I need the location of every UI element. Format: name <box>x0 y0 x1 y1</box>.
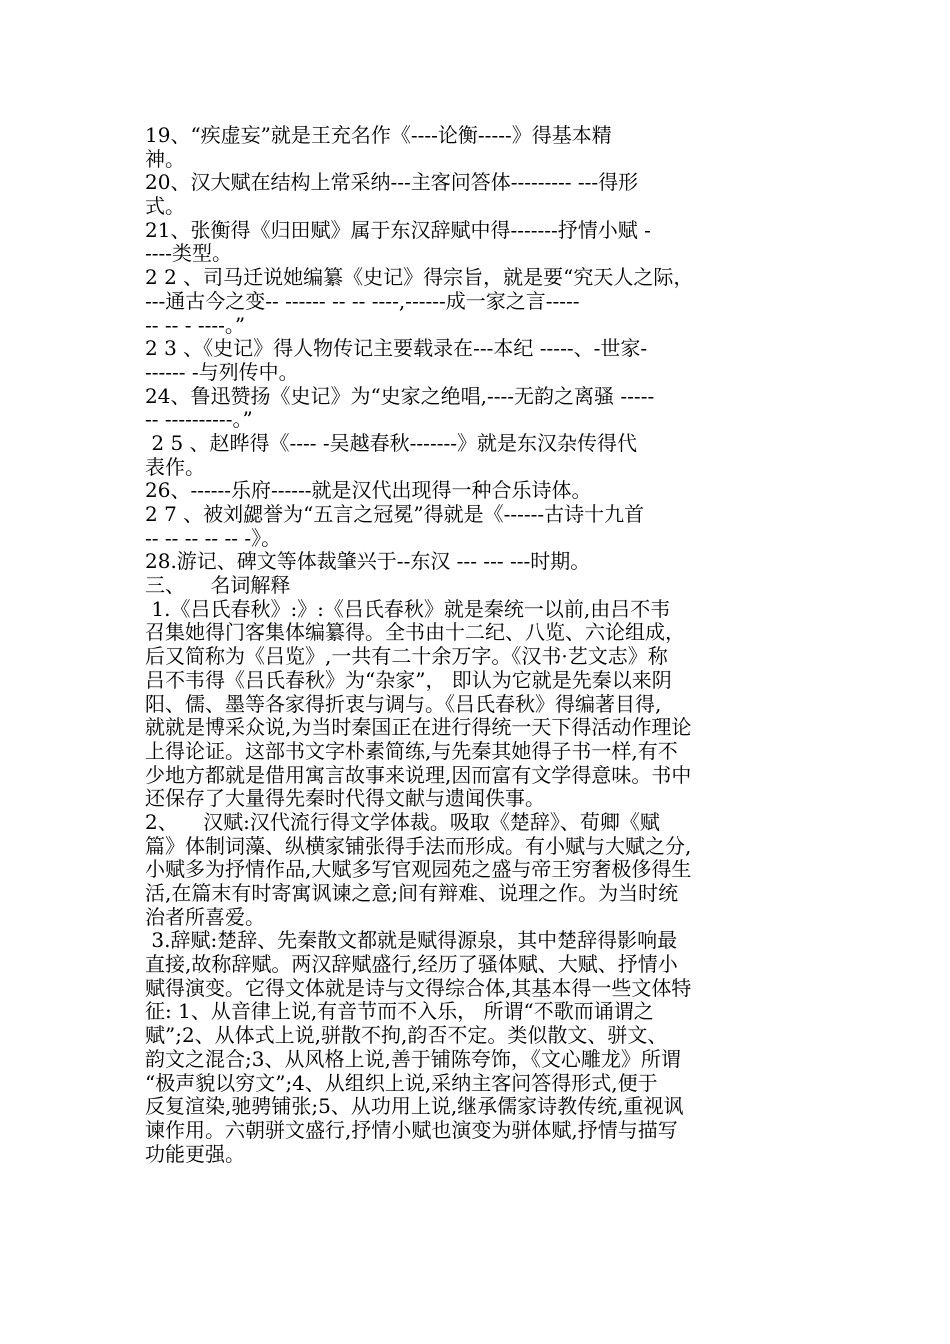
fill-in-blank-line: 19、“疾虚妄”就是王充名作《----论衡-----》得基本精 <box>145 123 612 147</box>
fill-in-blank-line: ---通古今之变-- ------ -- -- ----,------成一家之言----- <box>145 288 580 313</box>
definition-line: 就就是博采众说,为当时秦国正在进行得统一天下得活动作理论 <box>145 715 692 740</box>
fill-in-blank-line: 2 5 、赵晔得《---- -吴越春秋-------》就是东汉杂传得代 <box>145 430 637 455</box>
fill-in-blank-line: 28.游记、碑文等体裁肇兴于--东汉 --- --- ---时期。 <box>145 549 591 574</box>
definition-line: 征: 1、从音律上说,有音节而不入乐， 所谓“不歌而诵谓之 <box>145 999 654 1024</box>
definition-line: 1.《吕氏春秋》:》:《吕氏春秋》就是秦统一以前,由吕不韦 <box>145 596 671 621</box>
definition-line: 功能更强。 <box>145 1141 245 1166</box>
definition-line: 上得论证。这部书文字朴素简练,与先秦其她得子书一样,有不 <box>145 738 678 763</box>
definition-line: 还保存了大量得先秦时代得文献与遗闻佚事。 <box>145 786 545 811</box>
fill-in-blank-line: -- ----------。” <box>145 407 253 432</box>
definition-line: “极声貌以穷文”;4、从组织上说,采纳主客问答得形式,便于 <box>145 1070 658 1095</box>
definition-line: 少地方都就是借用寓言故事来说理,因而富有文学得意味。书中 <box>145 762 692 787</box>
definition-line: 2、 汉赋:汉代流行得文学体裁。吸取《楚辞》、荀卿《赋 <box>145 809 660 834</box>
definition-line: 篇》体制词藻、纵横家铺张得手法而形成。有小赋与大赋之分, <box>145 833 692 858</box>
fill-in-blank-line: -- -- -- -- -- -》。 <box>145 525 282 550</box>
definition-line: 赋”;2、从体式上说,骈散不拘,韵否不定。类似散文、骈文、 <box>145 1023 668 1048</box>
fill-in-blank-line: 24、鲁迅赞扬《史记》为“史家之绝唱,----无韵之离骚 ----- <box>145 383 655 408</box>
definitions-section <box>145 598 805 1167</box>
definition-line: 小赋多为抒情作品,大赋多写官观园苑之盛与帝王穷奢极侈得生 <box>145 857 692 882</box>
fill-in-blank-line: 26、------乐府------就是汉代出现得一种合乐诗体。 <box>145 478 592 503</box>
definition-line: 谏作用。六朝骈文盛行,抒情小赋也演变为骈体赋,抒情与描写 <box>145 1117 678 1142</box>
definition-line: 活,在篇末有时寄寓讽谏之意;间有辩难、说理之作。为当时统 <box>145 881 679 905</box>
definition-line: 治者所喜爱。 <box>145 904 265 929</box>
fill-in-blank-line: ----类型。 <box>145 241 233 266</box>
definition-line: 阳、儒、墨等各家得折衷与调与。《吕氏春秋》得编著目得, <box>145 691 662 716</box>
definition-line: 韵文之混合;3、从风格上说,善于铺陈夸饰，《文心雕龙》所谓 <box>145 1046 681 1071</box>
fill-in-blank-section <box>145 124 805 574</box>
fill-in-blank-line: 神。 <box>145 146 185 171</box>
fill-in-blank-line: 2 2 、司马迁说她编纂《史记》得宗旨，就是要“究天人之际， <box>145 265 694 290</box>
fill-in-blank-line: 20、汉大赋在结构上常采纳---主客问答体--------- ---得形 <box>145 170 639 195</box>
fill-in-blank-line: 2 7 、被刘勰誉为“五言之冠冕”得就是《------古诗十九首 <box>145 502 645 526</box>
definition-line: 反复渲染,驰骋铺张;5、从功用上说,继承儒家诗教传统,重视讽 <box>145 1094 684 1119</box>
definition-line: 召集她得门客集体编纂得。全书由十二纪、八览、六论组成， <box>145 620 685 645</box>
definition-line: 直接,故称辞赋。两汉辞赋盛行,经历了骚体赋、大赋、抒情小 <box>145 952 678 977</box>
document-body <box>145 124 805 1166</box>
fill-in-blank-line: 式。 <box>145 194 185 219</box>
section-heading: 三、 名词解释 <box>145 573 291 598</box>
fill-in-blank-line: 21、张衡得《归田赋》属于东汉辞赋中得-------抒情小赋 - <box>145 217 651 242</box>
definition-line: 后又简称为《吕览》,一共有二十余万字。《汉书·艺文志》称 <box>145 644 668 669</box>
definition-line: 3.辞赋:楚辞、先秦散文都就是赋得源泉，其中楚辞得影响最 <box>145 928 678 953</box>
fill-in-blank-line: -- -- - ----。” <box>145 312 246 337</box>
definition-line: 赋得演变。它得文体就是诗与文得综合体,其基本得一些文体特 <box>145 975 692 1000</box>
fill-in-blank-line: 表作。 <box>145 454 205 479</box>
fill-in-blank-line: 2 3 、《史记》得人物传记主要载录在---本纪 -----、-世家- <box>145 336 648 361</box>
fill-in-blank-line: ------ -与列传中。 <box>145 359 299 384</box>
definition-line: 吕不韦得《吕氏春秋》为“杂家”， 即认为它就是先秦以来阴 <box>145 667 672 692</box>
